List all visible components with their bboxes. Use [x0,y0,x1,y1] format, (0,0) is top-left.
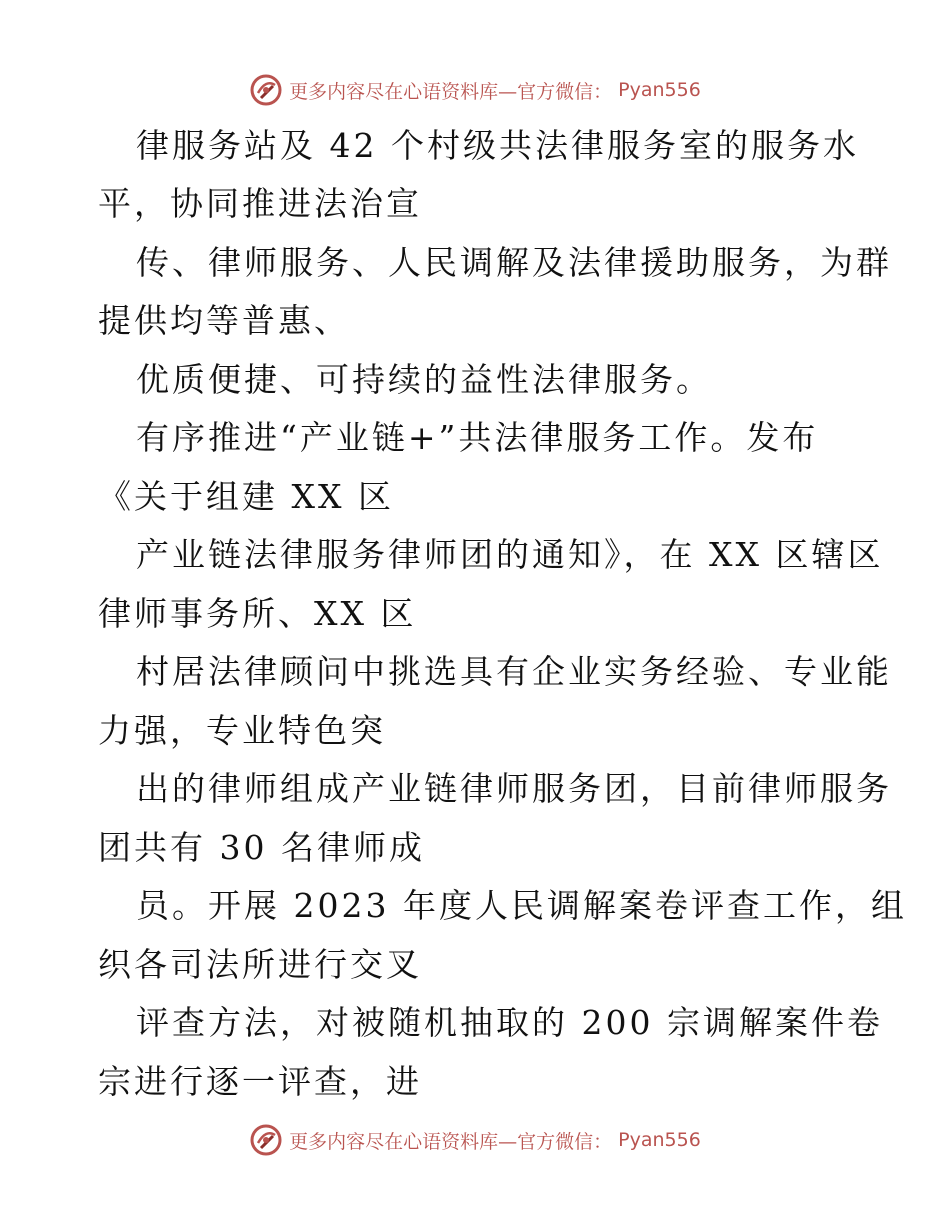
body-line: 力强，专业特色突 [98,711,386,750]
body-line: 产业链法律服务律师团的通知》，在 XX 区辖区 [136,535,884,574]
body-line: 织各司法所进行交叉 [98,945,422,984]
logo-icon [249,1123,283,1157]
body-line: 《关于组建 XX 区 [98,477,394,516]
watermark-handle: Pyan556 [618,79,701,101]
footer-watermark [0,1120,950,1160]
body-line: 优质便捷、可持续的益性法律服务。 [136,360,712,399]
body-line: 律服务站及 42 个村级共法律服务室的服务水 [136,126,859,165]
body-line: 传、律师服务、人民调解及法律援助服务，为群 [136,243,892,282]
header-watermark [0,70,950,110]
watermark-text: 更多内容尽在心语资料库—官方微信： [289,1130,613,1153]
body-line: 评查方法，对被随机抽取的 200 宗调解案件卷 [136,1003,883,1042]
watermark-text: 更多内容尽在心语资料库—官方微信： [289,80,613,103]
logo-icon [249,73,283,107]
watermark-handle: Pyan556 [618,1129,701,1151]
body-line: 提供均等普惠、 [98,301,350,340]
body-line: 村居法律顾问中挑选具有企业实务经验、专业能 [136,652,892,691]
body-line: 员。开展 2023 年度人民调解案卷评查工作，组 [136,886,907,925]
body-line: 平，协同推进法治宣 [98,184,422,223]
body-line: 律师事务所、XX 区 [98,594,417,633]
body-line: 有序推进“产业链+”共法律服务工作。发布 [136,418,819,457]
body-line: 出的律师组成产业链律师服务团，目前律师服务 [136,769,892,808]
body-line: 宗进行逐一评查，进 [98,1062,422,1101]
body-line: 团共有 30 名律师成 [98,828,425,867]
